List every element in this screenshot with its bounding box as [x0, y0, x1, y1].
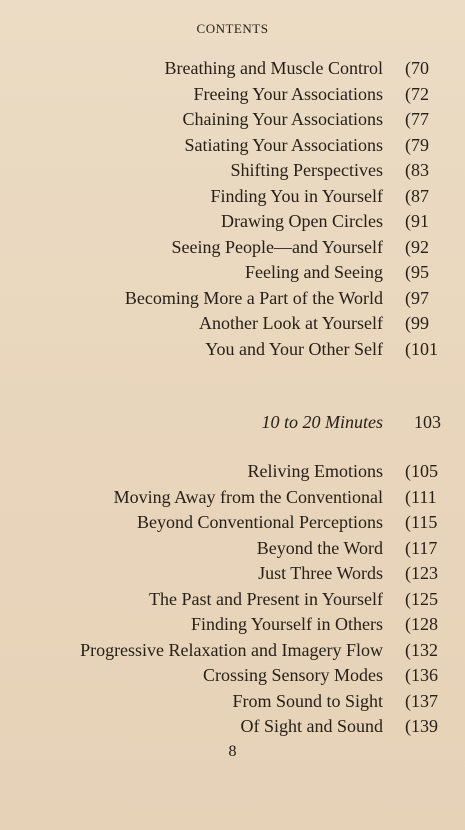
toc-entry-title: Of Sight and Sound: [240, 716, 383, 736]
page-number: 8: [228, 743, 237, 760]
toc-entry-page: (125: [405, 588, 438, 609]
toc-entry: [0, 484, 465, 510]
toc-entry-page: (70: [405, 58, 429, 78]
toc-entry-page: (128: [405, 614, 438, 634]
toc-entry: [0, 509, 465, 535]
toc-entry-page: (117: [405, 537, 438, 558]
toc-entry: [0, 183, 465, 209]
toc-entry-page: (91: [405, 211, 429, 231]
section-title: 10 to 20 Minutes: [261, 412, 383, 432]
toc-entry: [0, 336, 465, 362]
toc-entry: [0, 55, 465, 81]
toc-entry-page: (101: [405, 338, 438, 359]
toc-entry-page: (111: [405, 486, 437, 507]
toc-entry-title: Moving Away from the Conventional: [113, 486, 383, 507]
toc-entry-title: Progressive Relaxation and Imagery Flow: [80, 639, 383, 660]
toc-entry-title: Just Three Words: [258, 563, 383, 583]
toc-entry-title: Becoming More a Part of the World: [124, 287, 383, 308]
toc-entry-title: Crossing Sensory Modes: [202, 665, 383, 685]
toc-entry-title: Drawing Open Circles: [221, 211, 383, 231]
toc-entry: [0, 132, 465, 158]
toc-entry-title: Shifting Perspectives: [230, 160, 383, 180]
toc-entry-title: You and Your Other Self: [205, 338, 383, 359]
toc-entry: [0, 208, 465, 234]
toc-entry: [0, 586, 465, 612]
toc-entry-page: (115: [405, 512, 438, 532]
toc-entry: [0, 106, 465, 132]
toc-entry-title: Breathing and Muscle Control: [164, 58, 383, 78]
section-page: 103: [414, 412, 441, 432]
toc-entry: [0, 560, 465, 586]
toc-entry-title: Feeling and Seeing: [245, 262, 383, 282]
toc-entry-title: Chaining Your Associations: [182, 109, 383, 129]
toc-entry-page: (95: [405, 262, 429, 282]
toc-entry-title: Finding Yourself in Others: [190, 614, 383, 634]
toc-entry: [0, 662, 465, 688]
toc-entry-page: (77: [405, 109, 429, 129]
toc-entry-page: (105: [405, 461, 438, 481]
toc-entry-page: (97: [405, 287, 429, 308]
toc-entry-page: (123: [405, 563, 438, 583]
toc-entry-title: Finding You in Yourself: [210, 185, 383, 206]
toc-entry-title: From Sound to Sight: [232, 690, 383, 711]
toc-entry: [0, 458, 465, 484]
toc-entry-page: (72: [405, 83, 429, 104]
toc-entry: [0, 234, 465, 260]
contents-heading: CONTENTS: [196, 21, 269, 36]
toc-entry: [0, 611, 465, 637]
toc-entry: [0, 81, 465, 107]
toc-entry-page: (99: [405, 313, 429, 333]
toc-entry: [0, 688, 465, 714]
toc-entry-title: Satiating Your Associations: [184, 134, 383, 155]
toc-entry: [0, 285, 465, 311]
toc-entry: [0, 637, 465, 663]
toc-entry-page: (137: [405, 690, 438, 711]
toc-entry-title: Reliving Emotions: [247, 461, 383, 481]
toc-entry: [0, 535, 465, 561]
toc-entry-page: (139: [405, 716, 438, 736]
toc-entry-title: Beyond the Word: [256, 537, 383, 558]
toc-entry: [0, 713, 465, 739]
toc-entry: [0, 259, 465, 285]
toc-entry-title: Seeing People—and Yourself: [171, 236, 383, 257]
toc-entry-page: (136: [405, 665, 438, 685]
toc-entry-page: (79: [405, 134, 429, 155]
toc-entry: [0, 310, 465, 336]
section-heading: [0, 409, 465, 435]
toc-entry-title: Beyond Conventional Perceptions: [137, 512, 383, 532]
toc-entry-page: (87: [405, 185, 429, 206]
toc-entry-page: (92: [405, 236, 429, 257]
toc-entry-page: (132: [405, 639, 438, 660]
toc-entry-title: The Past and Present in Yourself: [149, 588, 383, 609]
toc-entry-title: Freeing Your Associations: [193, 83, 383, 104]
toc-entry: [0, 157, 465, 183]
toc-entry-title: Another Look at Yourself: [199, 313, 383, 333]
toc-entry-page: (83: [405, 160, 429, 180]
